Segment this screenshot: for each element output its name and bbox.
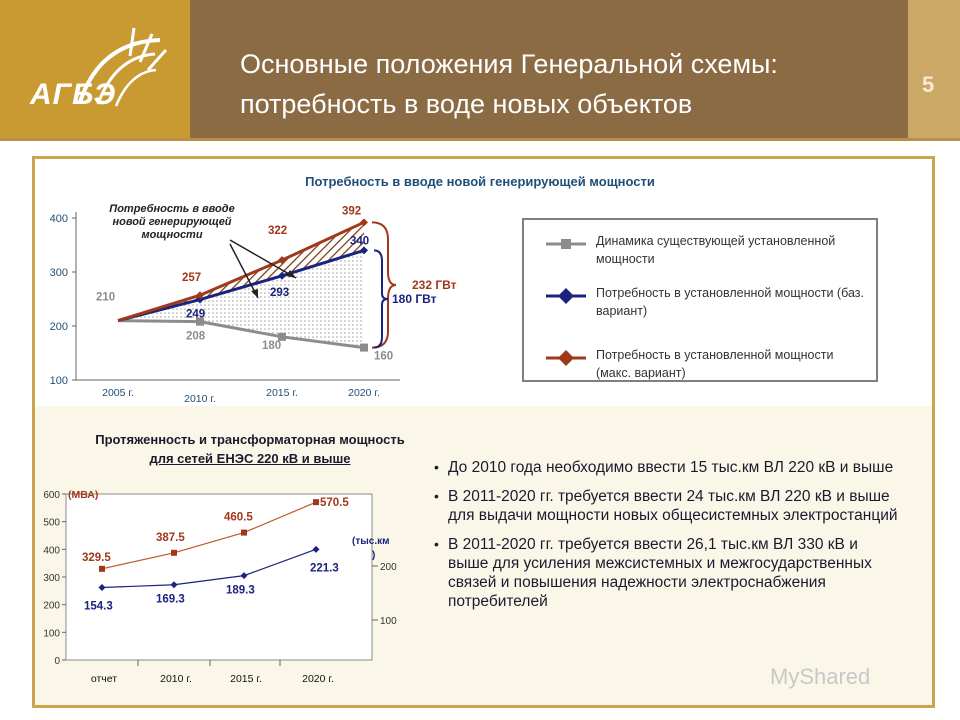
existing-data-label: 160 <box>374 350 394 363</box>
mva-point <box>99 566 105 572</box>
header-divider <box>0 138 960 141</box>
bullet-item <box>432 458 902 477</box>
km-data-label: 169.3 <box>156 593 185 606</box>
logo-text: АГБЭ <box>30 78 117 111</box>
x-tick-label: 2010 г. <box>160 673 192 685</box>
km-data-label: 154.3 <box>84 600 113 613</box>
bullet-text: В 2011-2020 гг. требуется ввести 26,1 тыс.км ВЛ 330 кВ и выше для усиления межсистемных и межгосударственных связей и повышения надежности электроснабжения потребителей <box>448 536 872 610</box>
network-chart <box>36 480 416 690</box>
bullet-dot-icon: • <box>434 459 439 475</box>
y-tick-label: 100 <box>49 375 68 387</box>
y-tick-label: 100 <box>43 628 60 640</box>
bullet-list <box>432 458 902 621</box>
watermark: MyShared <box>770 664 871 689</box>
mva-point <box>313 499 319 505</box>
x-tick-label: 2010 г. <box>184 393 216 405</box>
legend-label-max: Потребность в установленной мощности (макс. вариант) <box>596 348 834 380</box>
bracket-max-label: 232 ГВт <box>412 277 457 292</box>
y-tick-label: 400 <box>49 213 68 225</box>
page-number: 5 <box>922 72 935 97</box>
bullet-item <box>432 535 902 611</box>
y-right-tick-label: 200 <box>380 562 397 573</box>
bullet-text: В 2011-2020 гг. требуется ввести 24 тыс.км ВЛ 220 кВ и выше для выдачи мощности новых общесистемных электростанций <box>448 488 898 524</box>
y-tick-label: 400 <box>43 545 60 557</box>
y-tick-label: 600 <box>43 490 60 501</box>
y-right-unit-label: ) <box>372 550 376 561</box>
callout-text: новой генерирующей <box>112 216 232 228</box>
legend-label-existing: Динамика существующей установленной мощности <box>596 234 836 266</box>
bullet-item <box>432 487 902 525</box>
chart2-title-line1: Протяженность и трансформаторная мощность <box>95 432 405 447</box>
bracket-max <box>372 222 396 347</box>
x-tick-label: отчет <box>90 673 118 685</box>
bullet-dot-icon: • <box>434 488 439 504</box>
y-tick-label: 0 <box>54 656 60 667</box>
legend-navy-diamond-icon <box>544 288 588 304</box>
km-data-label: 189.3 <box>226 584 255 597</box>
chart2-title-line2: для сетей ЕНЭС 220 кВ и выше <box>149 451 351 466</box>
base-data-label: 340 <box>350 235 370 248</box>
y-left-unit-label: (МВА) <box>68 489 99 501</box>
y-tick-label: 200 <box>49 321 68 333</box>
bracket-base-label: 180 ГВт <box>392 292 437 306</box>
x-tick-label: 2020 г. <box>302 673 334 685</box>
mva-point <box>241 530 247 536</box>
slide-title <box>240 44 890 124</box>
y-right-unit-label: (тыс.км <box>352 536 390 547</box>
existing-data-label: 180 <box>262 339 282 352</box>
existing-data-label: 208 <box>186 330 206 343</box>
legend-gray-square-icon <box>544 236 588 252</box>
chart1-legend <box>522 218 878 382</box>
callout-text: мощности <box>141 229 203 241</box>
km-data-label: 221.3 <box>310 562 339 575</box>
y-tick-label: 500 <box>43 517 60 529</box>
chart2-title <box>40 430 460 468</box>
mva-data-label: 460.5 <box>224 511 253 524</box>
x-tick-label: 2020 г. <box>348 387 380 399</box>
existing-data-label: 210 <box>96 291 116 304</box>
slide-title-line2: потребность в воде новых объектов <box>240 89 693 119</box>
slide-title-line1: Основные положения Генеральной схемы: <box>240 49 778 79</box>
max-data-label: 257 <box>182 272 202 285</box>
chart1-title: Потребность в вводе новой генерирующей мощности <box>305 174 655 189</box>
bracket-base <box>374 250 388 347</box>
legend-label-base: Потребность в установленной мощности (баз. вариант) <box>596 286 864 318</box>
legend-brown-diamond-icon <box>544 350 588 366</box>
y-tick-label: 300 <box>43 573 60 584</box>
legend-item-max <box>544 346 874 386</box>
mva-data-label: 329.5 <box>82 551 111 564</box>
y-right-tick-label: 100 <box>380 616 397 627</box>
mva-point <box>171 550 177 556</box>
callout-text: Потребность в вводе <box>109 203 235 215</box>
x-tick-label: 2015 г. <box>266 387 298 399</box>
max-data-label: 392 <box>342 205 362 218</box>
legend-item-existing <box>544 232 874 272</box>
max-data-label: 322 <box>268 225 288 238</box>
base-data-label: 249 <box>186 308 206 321</box>
existing-point <box>360 344 368 352</box>
bullet-dot-icon: • <box>434 536 439 552</box>
capacity-chart <box>40 200 520 410</box>
chart2-plot-area <box>66 494 372 660</box>
base-data-label: 293 <box>270 286 290 299</box>
bullet-text: До 2010 года необходимо ввести 15 тыс.км ВЛ 220 кВ и выше <box>448 459 894 476</box>
mva-data-label: 570.5 <box>320 497 349 510</box>
page-number-panel <box>908 0 960 140</box>
y-tick-label: 300 <box>49 267 68 279</box>
x-tick-label: 2015 г. <box>230 673 262 685</box>
y-tick-label: 200 <box>43 600 60 612</box>
x-tick-label: 2005 г. <box>102 387 134 399</box>
mva-data-label: 387.5 <box>156 531 185 544</box>
legend-item-base <box>544 284 874 324</box>
